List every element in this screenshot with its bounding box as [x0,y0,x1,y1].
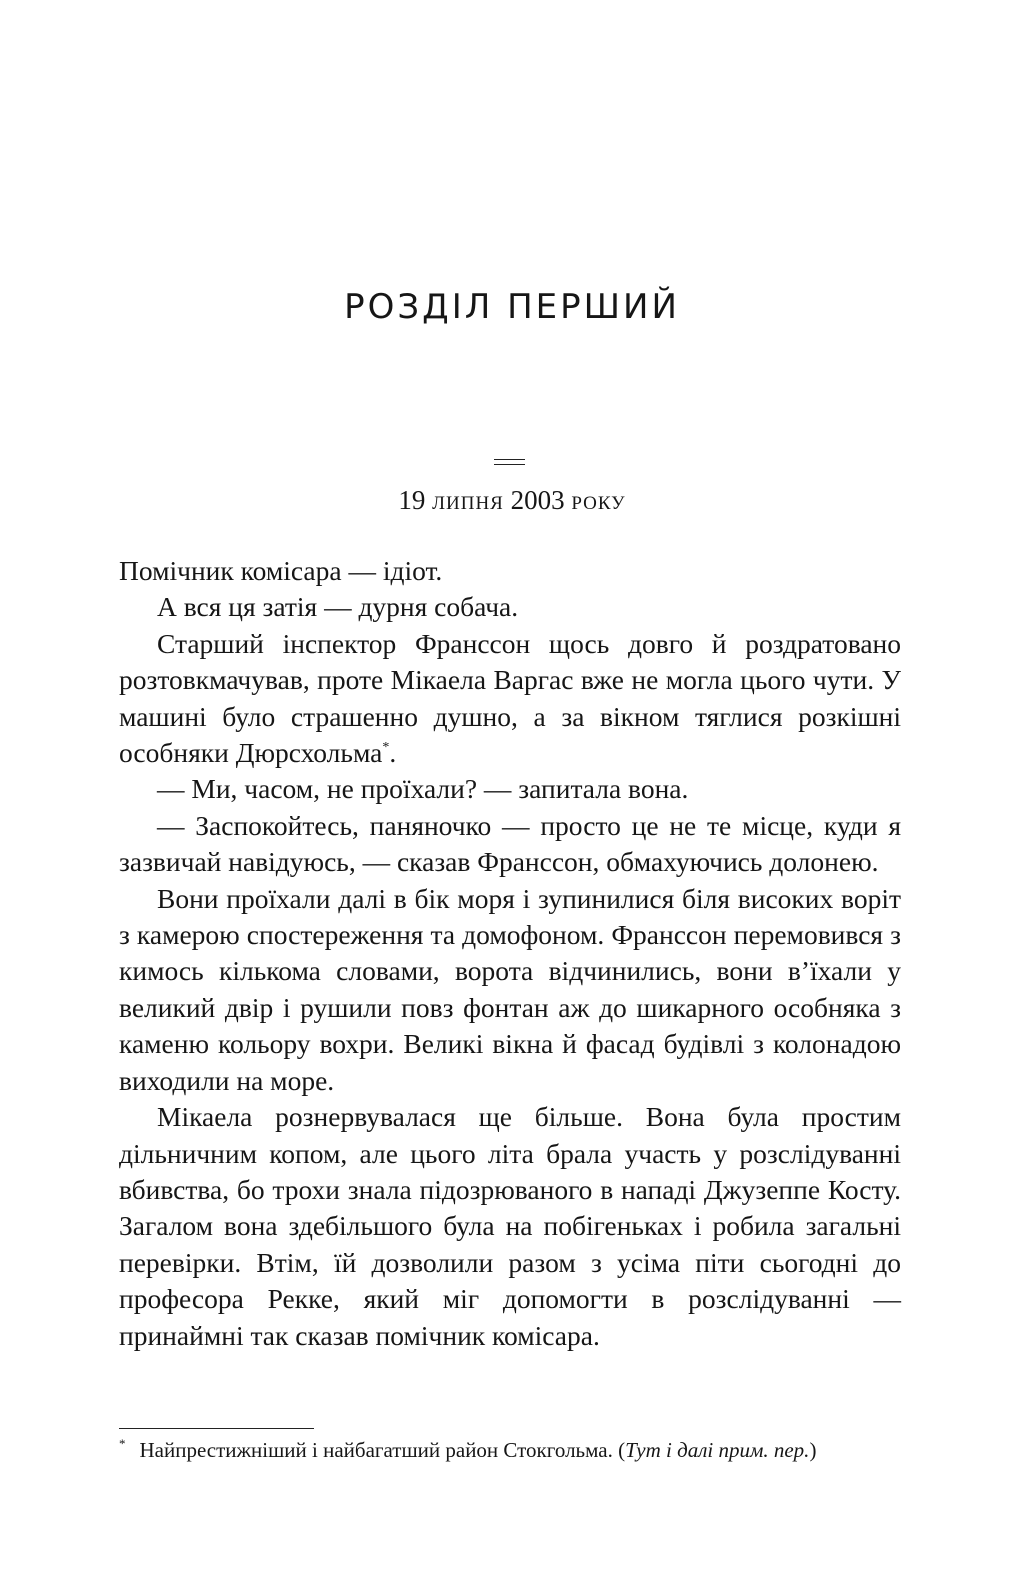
paragraph: Мікаела рознервувалася ще більше. Вона була простим дільничним копом, але цього літа брала участь у розслідуванні вбивства, бо трохи знала підозрюваного в нападі Джузеппе Косту. Загалом вона здебільшого була на побігеньках і робила загальні перевірки. Втім, їй дозволили разом з усіма піти сьогодні до професора Рекке, який міг допомогти в розслідуванні — принаймні так сказав помічник комісара. [119,1101,901,1351]
date-day: 19 [398,485,426,515]
date-suffix: року [571,485,626,515]
footnote-marker: * [119,1436,126,1451]
paragraph: А вся ця затія — дурня собача. [157,591,519,623]
date-month: липня [432,485,504,515]
paragraph: Вони проїхали далі в бік моря і зупинилися біля високих воріт з камерою спостереження та домофоном. Франссон перемовився з кимось кількома словами, ворота відчинились, вони в’їхали у великий двір і рушили повз фонтан аж до шикарного особняка з каменю кольору вохри. Великі вікна й фасад будівлі з колонадою виходили на море. [119,882,901,1096]
footnote-note: Тут і далі прим. пер. [625,1438,810,1462]
footnote [119,1435,901,1465]
paragraph: Помічник комісара — ідіот. [119,555,443,586]
footnote-reference: * [382,740,390,756]
date-year: 2003 [510,485,565,515]
footnote-text: Найпрестижніший і найбагатший район Стокгольма. ( [139,1438,626,1462]
footnote-rule [119,1428,314,1429]
paragraph-end: . [389,737,397,769]
title-divider [494,459,525,465]
paragraph: — Ми, часом, не проїхали? — запитала вона. [157,773,689,805]
body-text [119,553,901,1354]
date-line [0,482,1024,518]
paragraph-text: Старший інспектор Франссон щось довго й роздратовано розтовкмачував, проте Мікаела Варгас вже не могла цього чути. У машині було страшенно душно, а за вікном тяглися розкішні особняки Дюрсхольма [119,627,901,769]
footnote-close: ) [809,1438,817,1462]
chapter-title: РОЗДІЛ ПЕРШИЙ [344,287,680,327]
paragraph: — Заспокойтесь, паняночко — просто це не те місце, куди я зазвичай навідуюсь, — сказав Франссон, обмахуючись долонею. [119,809,901,878]
paragraph [119,626,901,772]
